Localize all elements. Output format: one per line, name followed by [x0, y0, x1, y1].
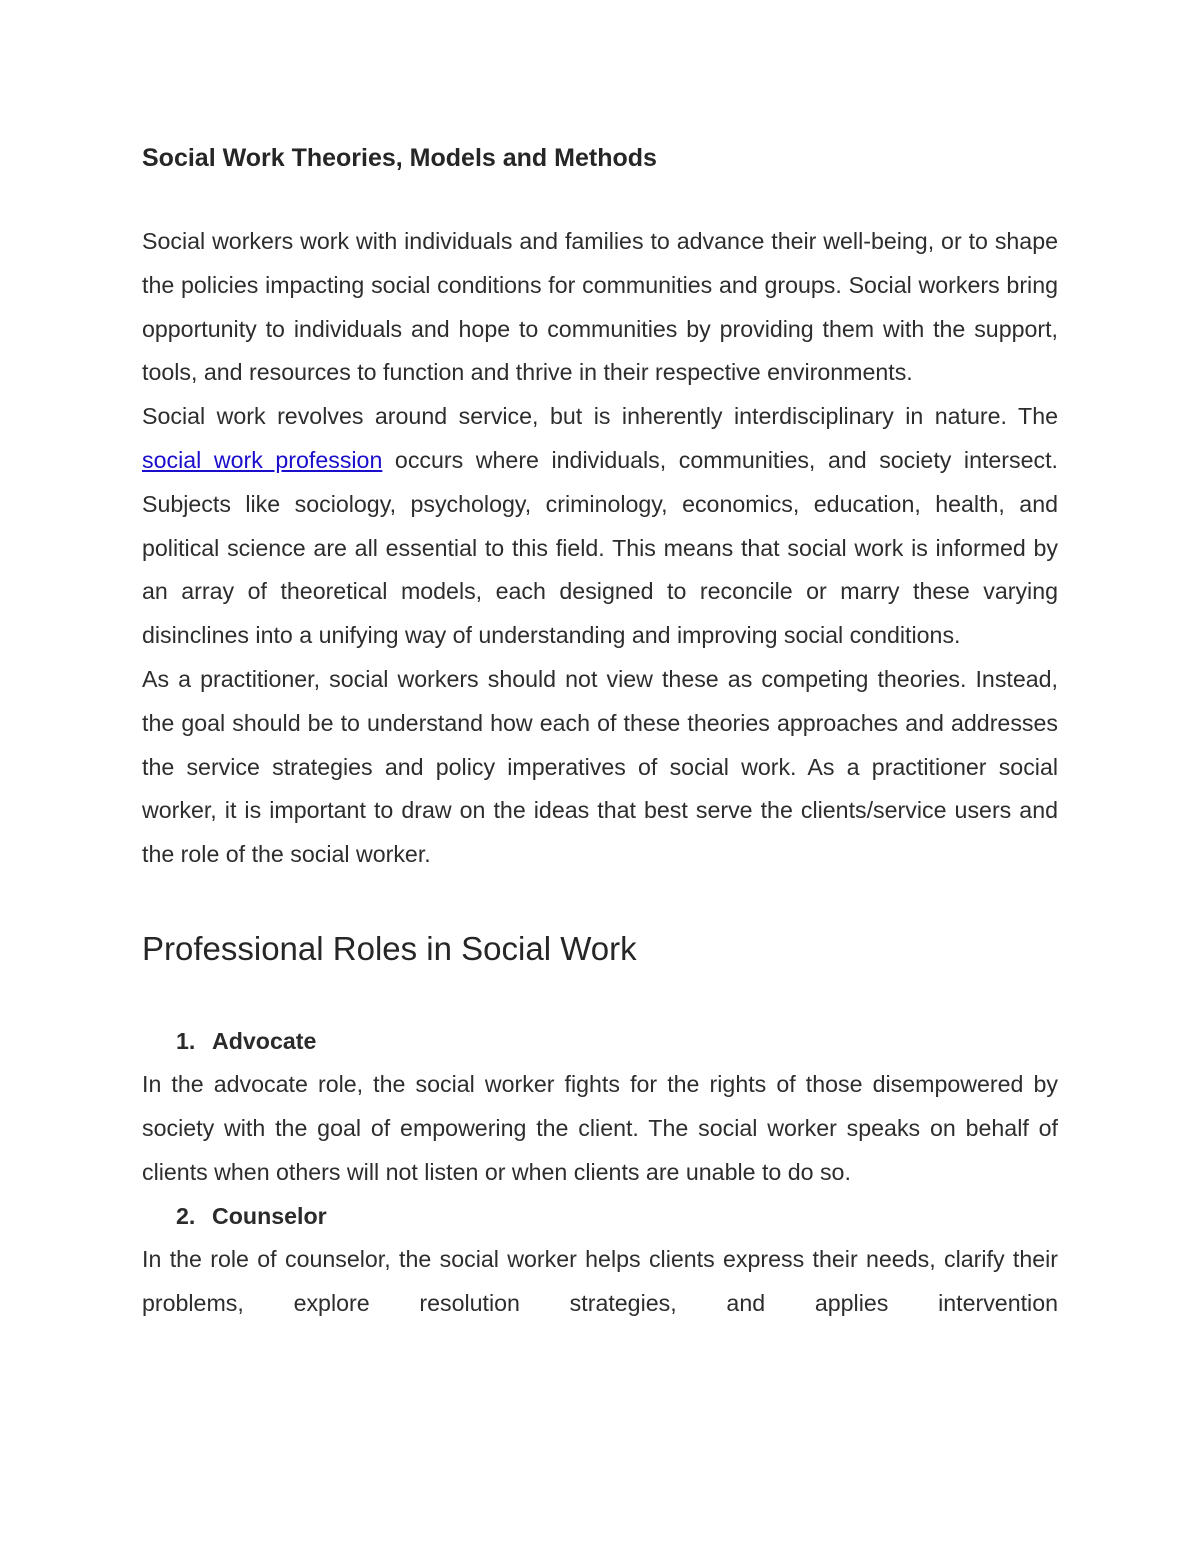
practitioner-paragraph: As a practitioner, social workers should not view these as competing theories. Instead, the goal should be to understand how each of these theories approaches and addresses the service strategies and policy imperatives of social work. As a practitioner social worker, it is important to draw on the ideas that best serve the clients/service users and the role of the social worker.: [142, 665, 1058, 868]
role-heading-counselor: [142, 1194, 1058, 1238]
intro-paragraph: Social workers work with individuals and families to advance their well-being, or to shape the policies impacting social conditions for communities and groups. Social workers bring opportunity to individuals and hope to communities by providing them with the support, tools, and resources to function and thrive in their respective environments.: [142, 228, 1058, 386]
document-title: Social Work Theories, Models and Methods: [142, 144, 657, 172]
role-number: 1.: [176, 1027, 196, 1054]
social-work-profession-link[interactable]: social work profession: [142, 446, 383, 473]
role-body-advocate: In the advocate role, the social worker fights for the rights of those disempowered by society with the goal of empowering the client. The social worker speaks on behalf of clients when others will not listen or when clients are unable to do so.: [142, 1070, 1058, 1185]
role-heading-advocate: [142, 1019, 1058, 1063]
document-content: [142, 138, 1058, 1326]
paragraph-text-after-link: occurs where individuals, communities, and society intersect. Subjects like sociology, psychology, criminology, economics, education, health, and political science are all essential to this field. This means that social work is informed by an array of theoretical models, each designed to reconcile or marry these varying disinclines into a unifying way of understanding and improving social conditions.: [142, 446, 1058, 649]
role-number: 2.: [176, 1203, 196, 1230]
role-body-counselor: In the role of counselor, the social worker helps clients express their needs, clarify their problems, explore resolution strategies, and applies intervention: [142, 1246, 1058, 1317]
paragraph-text-before-link: Social work revolves around service, but is inherently interdisciplinary in nature. The: [142, 403, 1058, 430]
role-title: Advocate: [212, 1027, 317, 1054]
interdisciplinary-paragraph: [142, 395, 1058, 658]
role-title: Counselor: [212, 1203, 327, 1230]
section-heading: Professional Roles in Social Work: [142, 929, 637, 967]
